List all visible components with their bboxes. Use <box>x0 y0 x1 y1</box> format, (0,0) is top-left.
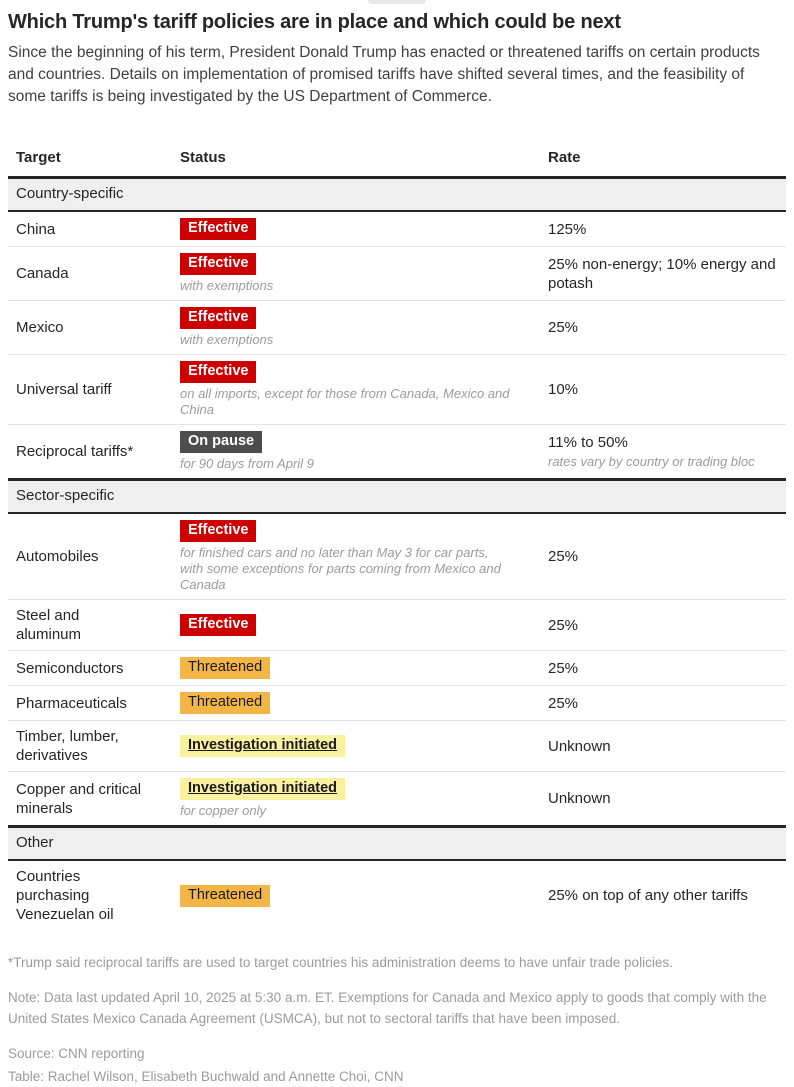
target-cell: Universal tariff <box>16 381 112 398</box>
table-row <box>8 771 786 825</box>
status-cell <box>172 885 540 907</box>
tariff-table-body <box>8 176 786 930</box>
status-cell <box>172 778 540 819</box>
target-cell: Copper and critical minerals <box>16 780 142 817</box>
rate-cell <box>540 255 786 293</box>
page-title: Which Trump's tariff policies are in place and which could be next <box>8 11 621 33</box>
source-line: Source: CNN reporting <box>8 1046 145 1061</box>
table-row <box>8 212 786 246</box>
target-cell: Steel and aluminum <box>16 607 82 643</box>
section-header: Sector-specific <box>8 478 786 514</box>
target-cell: Semiconductors <box>16 659 124 677</box>
reciprocal-footnote: *Trump said reciprocal tariffs are used to target countries his administration deems to have unfair trade policies. <box>8 955 673 970</box>
table-row <box>8 685 786 720</box>
status-badge-effective: Effective <box>180 520 256 542</box>
data-note: Note: Data last updated April 10, 2025 at 5:30 a.m. ET. Exemptions for Canada and Mexico apply to goods that comply with the United States Mexico Canada Agreement (USMCA), but not to sectoral tariffs that have been imposed. <box>8 990 767 1026</box>
column-header-target: Target <box>16 149 61 166</box>
status-cell <box>172 657 540 679</box>
tariff-graphic <box>0 11 794 1087</box>
table-row <box>8 650 786 685</box>
status-note: on all imports, except for those from Canada, Mexico and China <box>180 386 510 417</box>
rate-value: 11% to 50% <box>548 434 628 451</box>
status-badge-effective: Effective <box>180 361 256 383</box>
rate-value: 10% <box>548 381 579 398</box>
column-header-rate: Rate <box>548 149 581 166</box>
status-badge-effective: Effective <box>180 218 256 240</box>
rate-cell <box>540 380 786 399</box>
table-footer <box>8 952 786 1087</box>
status-note: with exemptions <box>180 332 274 347</box>
status-cell <box>172 692 540 714</box>
rate-value: 25% <box>548 548 579 565</box>
status-cell <box>172 431 540 472</box>
status-badge-threatened: Threatened <box>180 692 270 714</box>
status-note: for 90 days from April 9 <box>180 456 314 471</box>
rate-value: 125% <box>548 220 587 238</box>
target-cell: Canada <box>16 265 69 282</box>
rate-value: 25% <box>548 616 579 634</box>
table-row <box>8 861 786 930</box>
rate-note: rates vary by country or trading bloc <box>548 454 755 469</box>
status-badge-pause: On pause <box>180 431 262 453</box>
status-note: for copper only <box>180 803 266 818</box>
table-row <box>8 354 786 424</box>
rate-cell <box>540 547 786 566</box>
rate-cell <box>540 433 786 470</box>
status-note: for finished cars and no later than May 3 for car parts, with some exceptions for parts coming from Mexico and Canada <box>180 545 501 592</box>
status-cell <box>172 218 540 240</box>
rate-value: 25% <box>548 659 579 677</box>
credit-line: Table: Rachel Wilson, Elisabeth Buchwald and Annette Choi, CNN <box>8 1069 404 1084</box>
target-cell: Automobiles <box>16 548 99 565</box>
rate-cell <box>540 694 786 713</box>
table-row <box>8 599 786 650</box>
target-cell: Mexico <box>16 319 64 336</box>
status-cell <box>172 307 540 348</box>
rate-cell <box>540 659 786 678</box>
target-cell: China <box>16 220 56 238</box>
rate-value: 25% <box>548 694 579 712</box>
status-badge-threatened: Threatened <box>180 657 270 679</box>
status-note: with exemptions <box>180 278 274 293</box>
table-row <box>8 300 786 354</box>
rate-value: 25% <box>548 319 579 336</box>
target-cell: Countries purchasing Venezuelan oil <box>16 868 114 923</box>
target-cell: Timber, lumber, derivatives <box>16 728 119 764</box>
rate-cell <box>540 220 786 239</box>
rate-cell <box>540 886 786 905</box>
rate-value: 25% non-energy; 10% energy and potash <box>548 255 776 292</box>
rate-value: Unknown <box>548 737 611 755</box>
rate-cell <box>540 318 786 337</box>
table-row <box>8 720 786 771</box>
status-cell <box>172 253 540 294</box>
rate-cell <box>540 616 786 635</box>
table-row <box>8 424 786 478</box>
rate-value: Unknown <box>548 790 611 807</box>
table-header-row <box>8 140 786 176</box>
status-cell <box>172 361 540 418</box>
section-header: Other <box>8 825 786 861</box>
status-badge-investigation: Investigation initiated <box>180 778 345 800</box>
rate-cell <box>540 789 786 808</box>
intro-description: Since the beginning of his term, President Donald Trump has enacted or threatened tariffs on certain products and countries. Details on implementation of promised tariffs have shifted several times, and the feasibility of some tariffs is being investigated by the US Department of Commerce. <box>8 44 760 105</box>
target-cell: Pharmaceuticals <box>16 694 127 712</box>
tariff-table <box>8 140 786 930</box>
status-badge-threatened: Threatened <box>180 885 270 907</box>
table-row <box>8 246 786 300</box>
status-cell <box>172 735 540 757</box>
status-badge-effective: Effective <box>180 307 256 329</box>
target-cell: Reciprocal tariffs* <box>16 443 134 460</box>
status-cell <box>172 520 540 593</box>
status-badge-effective: Effective <box>180 253 256 275</box>
section-header: Country-specific <box>8 176 786 212</box>
table-row <box>8 514 786 599</box>
rate-value: 25% on top of any other tariffs <box>548 887 748 904</box>
status-cell <box>172 614 540 636</box>
status-badge-investigation: Investigation initiated <box>180 735 345 757</box>
top-edge-pill-artifact <box>368 0 426 4</box>
rate-cell <box>540 737 786 756</box>
status-badge-effective: Effective <box>180 614 256 636</box>
column-header-status: Status <box>180 149 226 166</box>
